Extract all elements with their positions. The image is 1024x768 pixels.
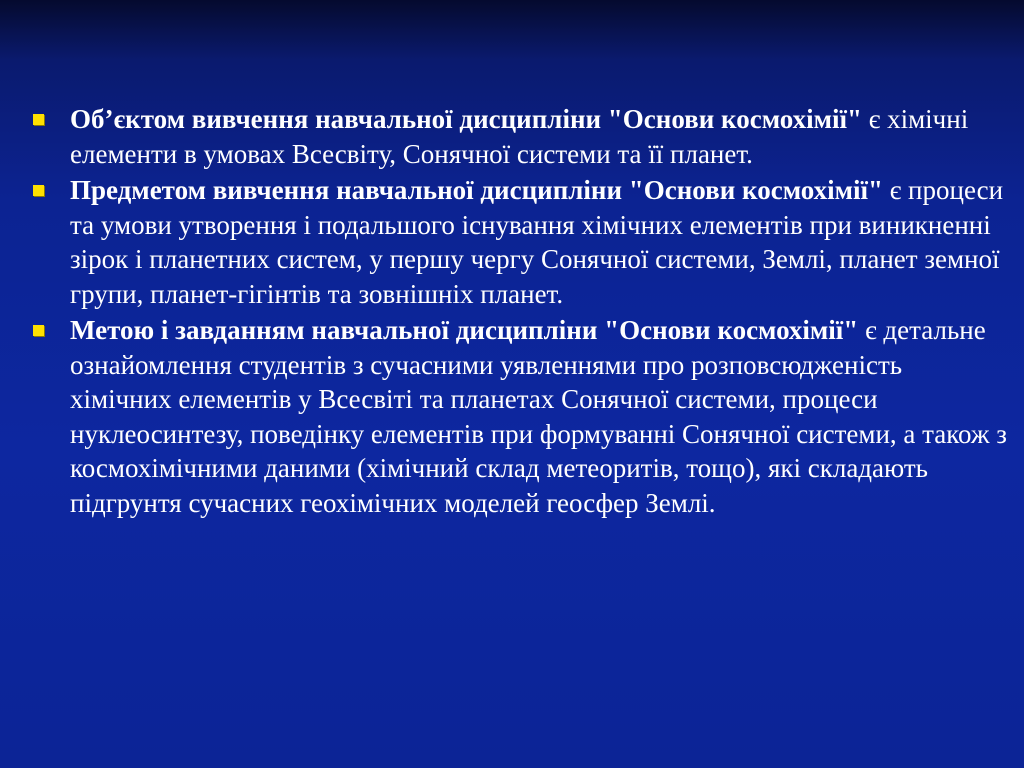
bullet-item-object <box>32 102 1007 171</box>
bullet-item-subject <box>32 173 1007 311</box>
bullet-heading: Об’єктом вивчення навчальної дисципліни "Основи космохімії" <box>70 104 862 134</box>
bullet-heading: Метою і завданням навчальної дисципліни "Основи космохімії" <box>70 315 859 345</box>
bullet-text: є процеси та умови утворення і подальшого існування хімічних елементів при виникненні зірок і планетних систем, у першу чергу Сонячної системи, Землі, планет земної групи, планет-гігінтів та зовнішніх планет. <box>70 175 1004 309</box>
bullet-heading: Предметом вивчення навчальної дисципліни "Основи космохімії" <box>70 175 883 205</box>
square-bullet-icon <box>33 325 44 336</box>
bullet-list <box>32 102 1007 522</box>
square-bullet-icon <box>33 185 44 196</box>
bullet-item-goal <box>32 313 1007 520</box>
square-bullet-icon <box>33 114 44 125</box>
bullet-text: є хімічні елементи в умовах Всесвіту, Сонячної системи та її планет. <box>70 104 969 169</box>
bullet-text: є детальне ознайомлення студентів з сучасними уявленнями про розповсюдженість хімічних елементів у Всесвіті та планетах Сонячної системи, процеси нуклеосинтезу, поведінку елементів при формуванні Сонячної системи, а також з космохімічними даними (хімічний склад метеоритів, тощо), які складають підгрунтя сучасних геохімічних моделей геосфер Землі. <box>70 315 1007 518</box>
